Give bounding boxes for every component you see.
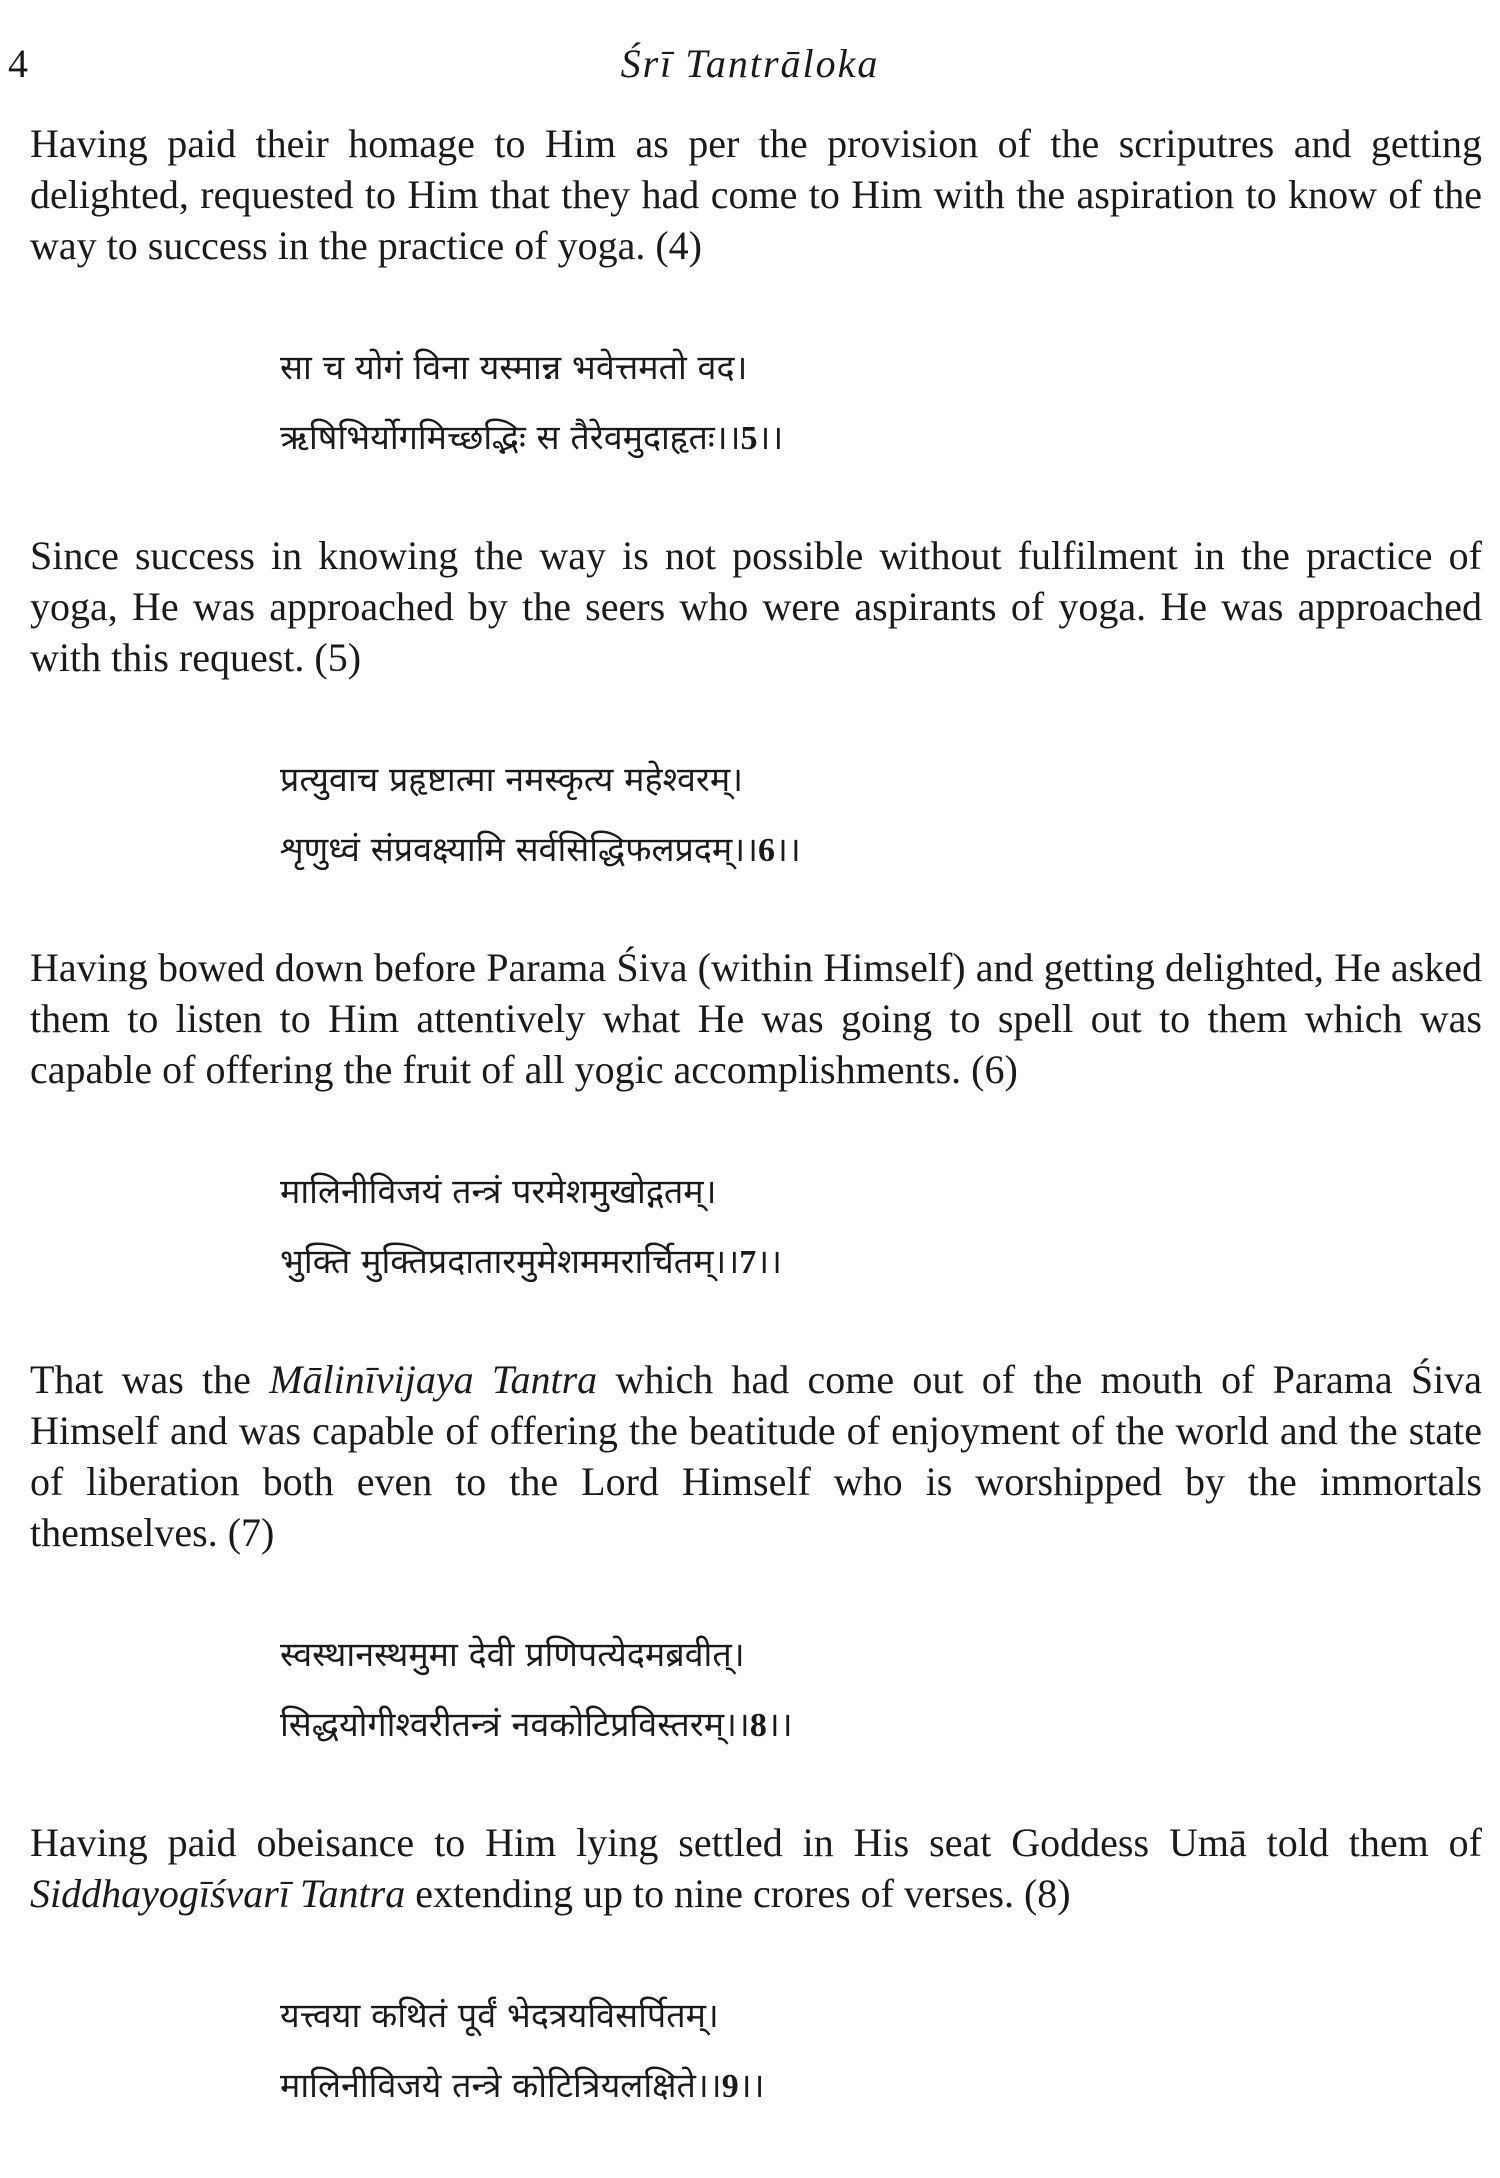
verse-line-1: प्रत्युवाच प्रहृष्टात्मा नमस्कृत्य महेश्वरम्। [280,760,744,800]
sanskrit-verse-6 [280,745,1482,886]
page-body [30,118,1482,2178]
verse-line-2: सिद्धयोगीश्वरीतन्त्रं नवकोटिप्रविस्तरम्।।8।। [280,1705,793,1745]
running-title: Śrī Tantrāloka [620,41,880,86]
sanskrit-verse-7 [280,1157,1482,1298]
tantra-title: Siddhayogīśvarī Tantra [30,1871,406,1916]
verse-line-1: सा च योगं विना यस्मान्न भवेत्तमतो वद। [280,348,748,388]
verse-number: 9 [721,2068,739,2105]
verse-line-1: यत्त्वया कथितं पूर्वं भेदत्रयविसर्पितम्। [280,1996,719,2036]
verse-line-1: स्वस्थानस्थमुमा देवी प्रणिपत्येदमब्रवीत्। [280,1635,745,1675]
verse-number: 7 [739,1244,757,1281]
verse-number: 5 [740,420,758,457]
translation-paragraph-4: Having paid their homage to Him as per the provision of the scriputres and getting delighted, requested to Him that they had come to Him with the aspiration to know of the way to success in the practice of yoga. (4) [30,121,1482,268]
verse-line-2: ऋषिभिर्योगमिच्छद्भिः स तैरेवमुदाहृतः।।5।। [280,418,784,458]
translation-paragraph-8: Having paid obeisance to Him lying settled in His seat Goddess Umā told them of Siddhayogīśvarī Tantra extending up to nine crores of verses. (8) [30,1820,1482,1916]
translation-paragraph-5: Since success in knowing the way is not possible without fulfilment in the practice of yoga, He was approached by the seers who were aspirants of yoga. He was approached with this request. (5) [30,533,1482,680]
verse-number: 8 [749,1707,767,1744]
sanskrit-verse-8 [280,1620,1482,1761]
verse-number: 6 [758,832,775,869]
tantra-title: Mālinīvijaya Tantra [269,1357,598,1402]
verse-line-2: मालिनीविजये तन्त्रे कोटित्रियलक्षिते।।9।। [280,2066,765,2106]
page-header [0,34,1500,94]
sanskrit-verse-9 [280,1981,1482,2122]
translation-paragraph-6: Having bowed down before Parama Śiva (within Himself) and getting delighted, He asked them to listen to Him attentively what He was going to spell out to them which was capable of offering the fruit of all yogic accomplishments. (6) [30,945,1482,1092]
translation-paragraph-7: That was the Mālinīvijaya Tantra which had come out of the mouth of Parama Śiva Himself and was capable of offering the beatitude of enjoyment of the world and the state of liberation both even to the Lord Himself who is worshipped by the immortals themselves. (7) [30,1357,1482,1555]
verse-line-2: भुक्ति मुक्तिप्रदातारमुमेशममरार्चितम्।।7।। [280,1242,782,1282]
page-number: 4 [8,41,28,86]
sanskrit-verse-5 [280,333,1482,474]
verse-line-2: शृणुध्वं संप्रवक्ष्यामि सर्वसिद्धिफलप्रदम्।।6।। [280,830,801,870]
verse-line-1: मालिनीविजयं तन्त्रं परमेशमुखोद्गतम्। [280,1172,717,1212]
